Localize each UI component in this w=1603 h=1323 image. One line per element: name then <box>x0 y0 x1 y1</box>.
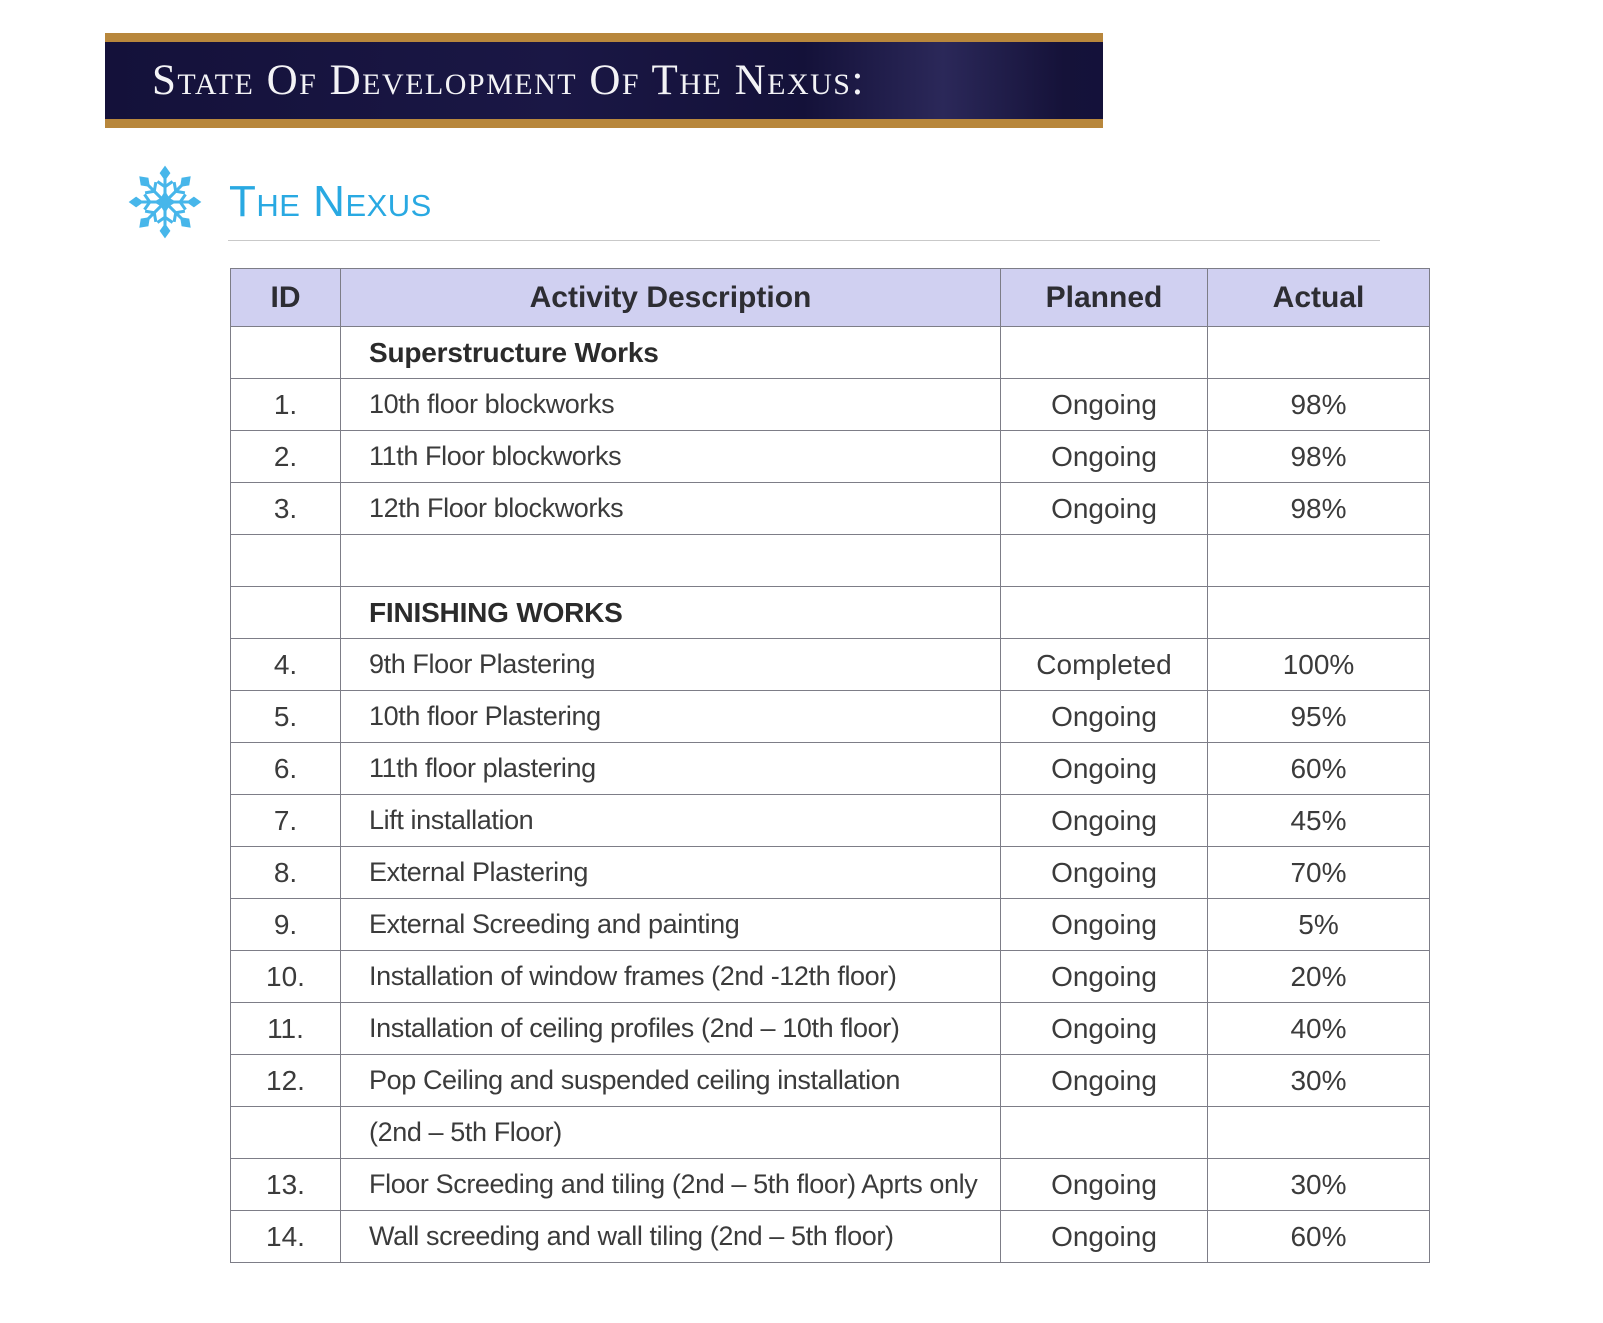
table-row <box>231 587 1430 639</box>
table-row <box>231 431 1430 483</box>
table-row <box>231 847 1430 899</box>
project-name: The Nexus <box>229 177 432 226</box>
table-row <box>231 535 1430 587</box>
cell-actual: 95% <box>1208 691 1430 743</box>
cell-actual: 40% <box>1208 1003 1430 1055</box>
cell-id: 4. <box>231 639 341 691</box>
cell-planned: Ongoing <box>1001 743 1208 795</box>
table-row <box>231 327 1430 379</box>
cell-activity: Floor Screeding and tiling (2nd – 5th floor) Aprts only <box>341 1159 1001 1211</box>
cell-actual <box>1208 587 1430 639</box>
cell-planned: Ongoing <box>1001 379 1208 431</box>
cell-activity: Wall screeding and wall tiling (2nd – 5th floor) <box>341 1211 1001 1263</box>
cell-id: 13. <box>231 1159 341 1211</box>
cell-activity: Superstructure Works <box>341 327 1001 379</box>
cell-activity: 11th floor plastering <box>341 743 1001 795</box>
cell-planned: Completed <box>1001 639 1208 691</box>
table-row <box>231 795 1430 847</box>
table-row <box>231 639 1430 691</box>
cell-actual <box>1208 535 1430 587</box>
cell-actual <box>1208 1107 1430 1159</box>
table-row <box>231 1055 1430 1107</box>
table-row <box>231 483 1430 535</box>
page-title: State Of Development Of The Nexus: <box>152 57 865 104</box>
progress-table <box>230 268 1430 1263</box>
cell-activity: 9th Floor Plastering <box>341 639 1001 691</box>
table-row <box>231 1003 1430 1055</box>
cell-id <box>231 535 341 587</box>
cell-actual: 20% <box>1208 951 1430 1003</box>
cell-activity <box>341 535 1001 587</box>
cell-actual: 98% <box>1208 483 1430 535</box>
divider <box>228 240 1380 241</box>
brand-row <box>127 164 432 240</box>
cell-activity: 10th floor blockworks <box>341 379 1001 431</box>
column-header-actual: Actual <box>1208 269 1430 327</box>
column-header-planned: Planned <box>1001 269 1208 327</box>
cell-activity: 12th Floor blockworks <box>341 483 1001 535</box>
cell-activity: (2nd – 5th Floor) <box>341 1107 1001 1159</box>
snowflake-icon <box>127 164 203 240</box>
cell-planned: Ongoing <box>1001 795 1208 847</box>
cell-id <box>231 327 341 379</box>
cell-activity: Installation of ceiling profiles (2nd – 10th floor) <box>341 1003 1001 1055</box>
table-row <box>231 899 1430 951</box>
cell-activity: External Plastering <box>341 847 1001 899</box>
cell-actual: 100% <box>1208 639 1430 691</box>
cell-id: 5. <box>231 691 341 743</box>
cell-id: 10. <box>231 951 341 1003</box>
cell-activity: Lift installation <box>341 795 1001 847</box>
cell-planned: Ongoing <box>1001 691 1208 743</box>
table-body <box>231 327 1430 1263</box>
cell-activity: External Screeding and painting <box>341 899 1001 951</box>
cell-activity: Installation of window frames (2nd -12th floor) <box>341 951 1001 1003</box>
cell-planned: Ongoing <box>1001 1055 1208 1107</box>
cell-actual: 70% <box>1208 847 1430 899</box>
title-banner <box>105 33 1103 128</box>
cell-actual: 30% <box>1208 1055 1430 1107</box>
cell-actual: 45% <box>1208 795 1430 847</box>
table-row <box>231 743 1430 795</box>
cell-planned: Ongoing <box>1001 1211 1208 1263</box>
cell-id: 2. <box>231 431 341 483</box>
cell-id: 1. <box>231 379 341 431</box>
table-row <box>231 379 1430 431</box>
cell-activity: 10th floor Plastering <box>341 691 1001 743</box>
cell-id: 8. <box>231 847 341 899</box>
cell-planned <box>1001 1107 1208 1159</box>
cell-id: 12. <box>231 1055 341 1107</box>
cell-actual <box>1208 327 1430 379</box>
cell-actual: 98% <box>1208 379 1430 431</box>
cell-id: 7. <box>231 795 341 847</box>
cell-planned: Ongoing <box>1001 431 1208 483</box>
table-row <box>231 951 1430 1003</box>
column-header-activity: Activity Description <box>341 269 1001 327</box>
table-row <box>231 691 1430 743</box>
cell-actual: 30% <box>1208 1159 1430 1211</box>
cell-id <box>231 1107 341 1159</box>
cell-id: 9. <box>231 899 341 951</box>
cell-id <box>231 587 341 639</box>
cell-actual: 98% <box>1208 431 1430 483</box>
cell-planned: Ongoing <box>1001 899 1208 951</box>
table-row <box>231 1159 1430 1211</box>
cell-planned <box>1001 535 1208 587</box>
table-row <box>231 1211 1430 1263</box>
cell-planned: Ongoing <box>1001 951 1208 1003</box>
cell-actual: 60% <box>1208 1211 1430 1263</box>
cell-activity: FINISHING WORKS <box>341 587 1001 639</box>
cell-id: 11. <box>231 1003 341 1055</box>
cell-planned <box>1001 587 1208 639</box>
cell-planned: Ongoing <box>1001 1159 1208 1211</box>
cell-planned: Ongoing <box>1001 483 1208 535</box>
cell-id: 14. <box>231 1211 341 1263</box>
cell-actual: 5% <box>1208 899 1430 951</box>
cell-id: 6. <box>231 743 341 795</box>
cell-activity: 11th Floor blockworks <box>341 431 1001 483</box>
cell-activity: Pop Ceiling and suspended ceiling installation <box>341 1055 1001 1107</box>
cell-planned <box>1001 327 1208 379</box>
table-row <box>231 1107 1430 1159</box>
cell-planned: Ongoing <box>1001 1003 1208 1055</box>
cell-actual: 60% <box>1208 743 1430 795</box>
cell-id: 3. <box>231 483 341 535</box>
table-header-row <box>231 269 1430 327</box>
cell-planned: Ongoing <box>1001 847 1208 899</box>
column-header-id: ID <box>231 269 341 327</box>
